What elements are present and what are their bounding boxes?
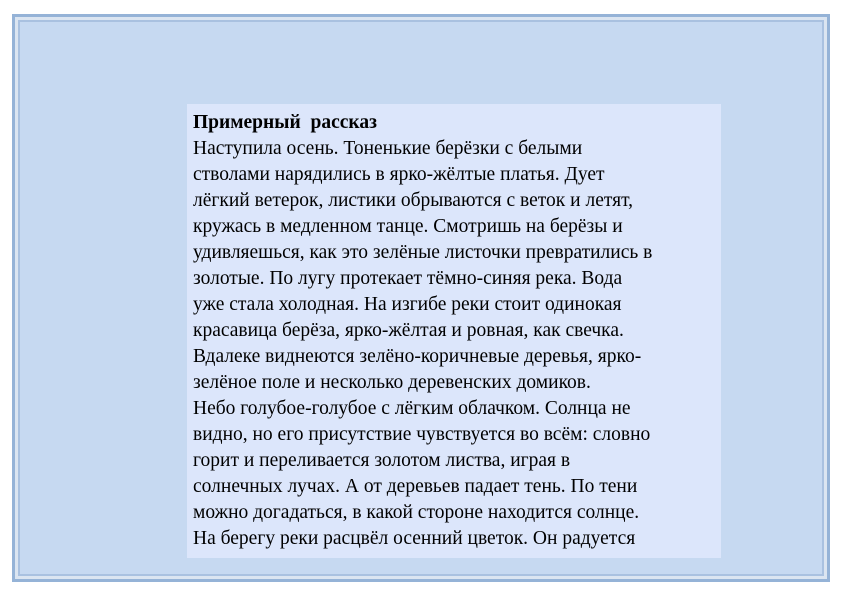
story-line: золотые. По лугу протекает тёмно-синяя река. Вода: [193, 268, 623, 289]
story-line: стволами нарядились в ярко-жёлтые платья. Дует: [193, 164, 605, 185]
story-line: удивляешься, как это зелёные листочки превратились в: [193, 242, 653, 263]
story-line: уже стала холодная. На изгибе реки стоит одинокая: [193, 294, 622, 315]
story-line: лёгкий ветерок, листики обрываются с веток и летят,: [193, 190, 634, 211]
story-line: солнечных лучах. А от деревьев падает тень. По тени: [193, 476, 638, 497]
story-line: Наступила осень. Тоненькие берёзки с белыми: [193, 138, 583, 159]
story-line: красавица берёза, ярко-жёлтая и ровная, как свечка.: [193, 320, 624, 341]
story-line: видно, но его присутствие чувствуется во всём: словно: [193, 424, 651, 445]
story-line: зелёное поле и несколько деревенских домиков.: [193, 372, 591, 393]
story-line: горит и переливается золотом листва, играя в: [193, 450, 571, 471]
slide-background: [12, 14, 830, 582]
story-line: можно догадаться, в какой стороне находится солнце.: [193, 502, 640, 523]
story-text-box: [187, 104, 721, 558]
story-line: кружась в медленном танце. Смотришь на берёзы и: [193, 216, 623, 237]
story-line: На берегу реки расцвёл осенний цветок. Он радуется: [193, 528, 636, 549]
story-line: Небо голубое-голубое с лёгким облачком. Солнца не: [193, 398, 631, 419]
story-title: Примерный рассказ: [193, 112, 377, 133]
story-line: Вдалеке виднеются зелёно-коричневые деревья, ярко-: [193, 346, 642, 367]
